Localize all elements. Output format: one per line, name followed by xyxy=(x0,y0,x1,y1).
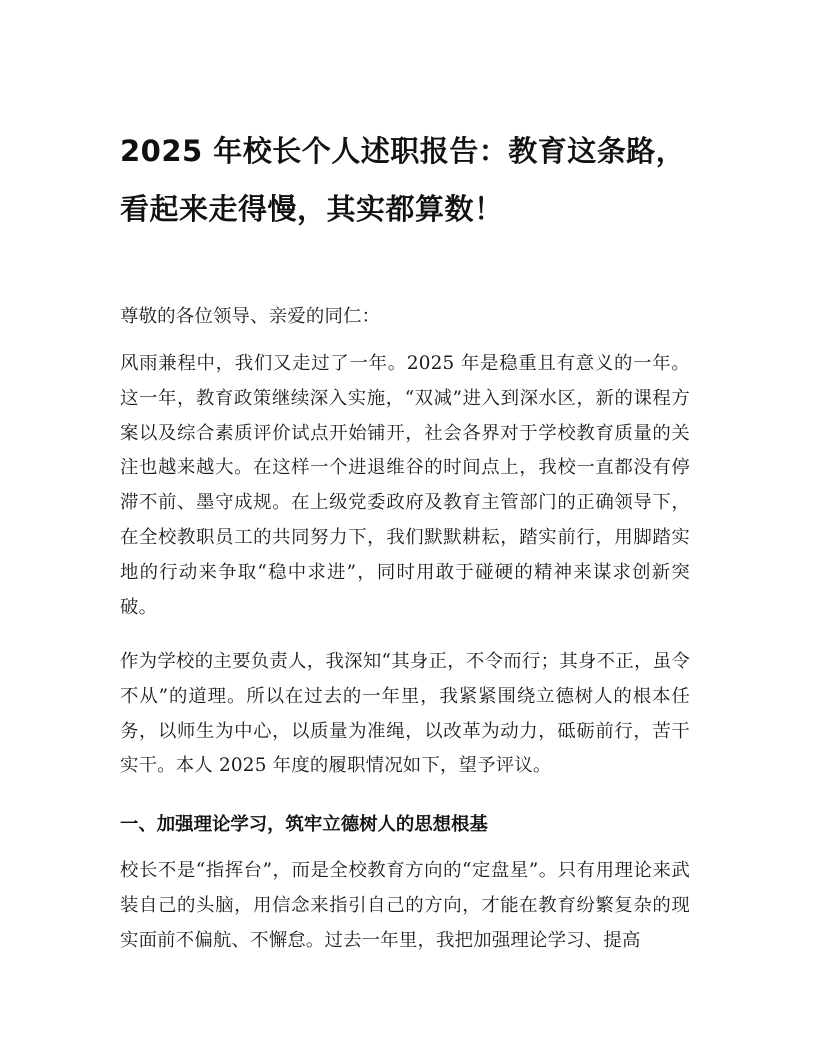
paragraph-intro: 风雨兼程中，我们又走过了一年。2025 年是稳重且有意义的一年。这一年，教育政策继续深入实施，“双减”进入到深水区，新的课程方案以及综合素质评价试点开始铺开，社会各界对于学校教育质量的关注也越来越大。在这样一个进退维谷的时间点上，我校一直都没有停滞不前、墨守成规。在上级党委政府及教育主管部门的正确领导下，在全校教职员工的共同努力下，我们默默耕耘，踏实前行，用脚踏实地的行动来争取“稳中求进”，同时用敢于碰硬的精神来谋求创新突破。 xyxy=(120,353,690,618)
section-1-paragraph: 校长不是“指挥台”，而是全校教育方向的“定盘星”。只有用理论来武装自己的头脑，用信念来指引自己的方向，才能在教育纷繁复杂的现实面前不偏航、不懈怠。过去一年里，我把加强理论学习、提高 xyxy=(120,860,690,951)
paragraph-responsibility: 作为学校的主要负责人，我深知“其身正，不令而行；其身不正，虽令不从”的道理。所以在过去的一年里，我紧紧围绕立德树人的根本任务，以师生为中心，以质量为准绳，以改革为动力，砥砺前行，苦干实干。本人 2025 年度的履职情况如下，望予评议。 xyxy=(120,651,690,777)
section-heading-1: 一、加强理论学习，筑牢立德树人的思想根基 xyxy=(120,814,488,835)
salutation: 尊敬的各位领导、亲爱的同仁： xyxy=(120,306,381,327)
document-title: 2025 年校长个人述职报告：教育这条路，看起来走得慢，其实都算数！ xyxy=(120,134,686,226)
